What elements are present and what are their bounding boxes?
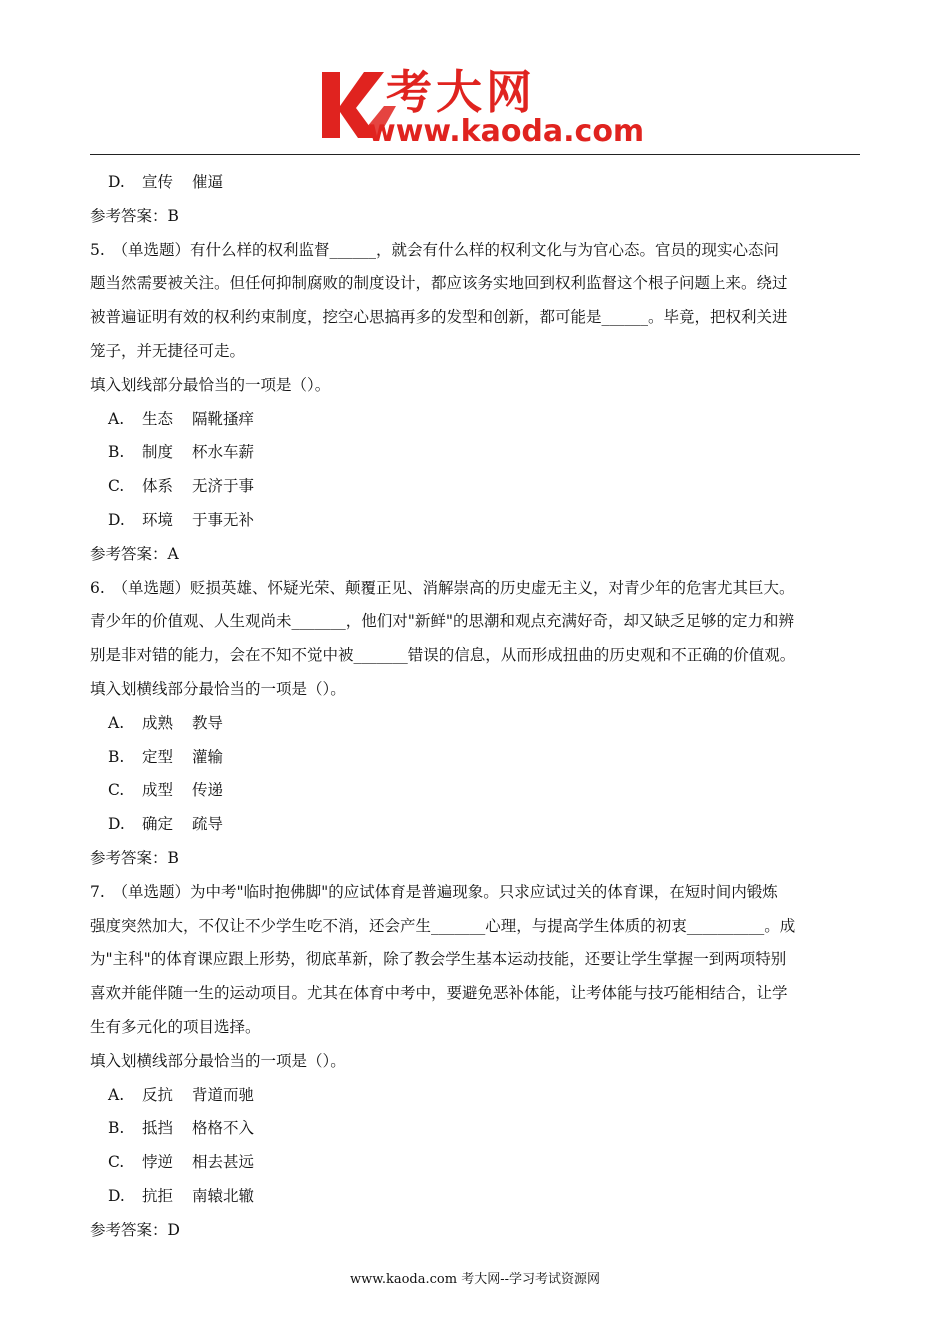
option-word-1: 确定 bbox=[142, 815, 174, 834]
option-word-1: 悖逆 bbox=[142, 1153, 174, 1172]
option-word-1: 制度 bbox=[142, 443, 174, 462]
question-7-text: 喜欢并能伴随一生的运动项目。尤其在体育中考中，要避免恶补体能，让考体能与技巧能相结合，让学 bbox=[90, 984, 788, 1003]
option-line bbox=[90, 774, 860, 808]
option-word-2: 教导 bbox=[192, 713, 224, 732]
option-word-1: 成熟 bbox=[142, 713, 174, 732]
option-word-2: 疏导 bbox=[192, 815, 224, 834]
option-word-2: 背道而驰 bbox=[192, 1085, 255, 1104]
option-letter: C. bbox=[108, 477, 125, 496]
question-7-text: 生有多元化的项目选择。 bbox=[90, 1017, 261, 1036]
question-prompt: 填入划横线部分最恰当的一项是（）。 bbox=[90, 679, 346, 698]
option-line bbox=[90, 1180, 860, 1214]
question-7-text: 7. （单选题）为中考"临时抱佛脚"的应试体育是普遍现象。只求应试过关的体育课，在短时间内锻炼 bbox=[90, 882, 778, 901]
answer-line: 参考答案：B bbox=[90, 848, 179, 867]
question-5-text: 题当然需要被关注。但任何抑制腐败的制度设计，都应该务实地回到权利监督这个根子问题上来。绕过 bbox=[90, 274, 788, 293]
answer-line: 参考答案：D bbox=[90, 1220, 180, 1239]
question-6-text: 青少年的价值观、人生观尚未_______，他们对"新鲜"的思潮和观点充满好奇，却又缺乏足够的定力和辨 bbox=[90, 612, 795, 631]
option-letter: D. bbox=[108, 510, 125, 529]
option-letter: C. bbox=[108, 1153, 125, 1172]
header-divider bbox=[90, 154, 860, 155]
page-footer: www.kaoda.com 考大网--学习考试资源网 bbox=[350, 1272, 600, 1287]
question-7-text: 强度突然加大，不仅让不少学生吃不消，还会产生_______心理，与提高学生体质的初衷__________。成 bbox=[90, 916, 796, 935]
option-word-2: 传递 bbox=[192, 781, 224, 800]
option-line bbox=[90, 504, 860, 538]
option-word-2: 相去甚远 bbox=[192, 1153, 255, 1172]
option-letter: B. bbox=[108, 443, 125, 462]
question-prompt: 填入划横线部分最恰当的一项是（）。 bbox=[90, 1051, 346, 1070]
option-word-2: 隔靴搔痒 bbox=[192, 409, 255, 428]
option-word-1: 体系 bbox=[142, 477, 174, 496]
option-word-2: 南辕北辙 bbox=[192, 1186, 255, 1205]
option-line bbox=[90, 436, 860, 470]
option-word-2: 格格不入 bbox=[192, 1119, 255, 1138]
option-word-1: 反抗 bbox=[142, 1085, 174, 1104]
option-letter: D. bbox=[108, 815, 125, 834]
question-5-text: 被普遍证明有效的权利约束制度，挖空心思搞再多的发型和创新，都可能是______。毕竟，把权利关进 bbox=[90, 308, 788, 327]
option-line bbox=[90, 1079, 860, 1113]
option-letter: A. bbox=[108, 713, 125, 732]
option-word-1: 抗拒 bbox=[142, 1186, 174, 1205]
option-word-1: 定型 bbox=[142, 747, 174, 766]
option-letter: B. bbox=[108, 747, 125, 766]
option-line bbox=[90, 166, 860, 200]
option-letter: D. bbox=[108, 1186, 125, 1205]
option-word-1: 环境 bbox=[142, 510, 174, 529]
option-line bbox=[90, 1112, 860, 1146]
question-prompt: 填入划线部分最恰当的一项是（）。 bbox=[90, 375, 331, 394]
logo-url-text: www.kaoda.com bbox=[368, 114, 645, 149]
option-word-1: 成型 bbox=[142, 781, 174, 800]
option-line bbox=[90, 470, 860, 504]
question-5-text: 笼子，并无捷径可走。 bbox=[90, 341, 246, 360]
option-letter: D. bbox=[108, 173, 125, 191]
option-line bbox=[90, 1146, 860, 1180]
logo-brand-text: 考大网 bbox=[386, 65, 536, 119]
option-line bbox=[90, 808, 860, 842]
option-word-1: 抵挡 bbox=[142, 1119, 174, 1138]
question-7-text: 为"主科"的体育课应跟上形势，彻底革新，除了教会学生基本运动技能，还要让学生掌握一到两项特别 bbox=[90, 950, 787, 969]
option-word-2: 催逼 bbox=[192, 173, 224, 191]
document-body bbox=[90, 166, 860, 1248]
question-6-text: 别是非对错的能力，会在不知不觉中被_______错误的信息，从而形成扭曲的历史观和不正确的价值观。 bbox=[90, 646, 796, 665]
option-word-1: 宣传 bbox=[142, 173, 174, 191]
option-letter: A. bbox=[108, 409, 125, 428]
option-line bbox=[90, 707, 860, 741]
kaoda-logo bbox=[318, 65, 645, 149]
option-line bbox=[90, 403, 860, 437]
answer-line: 参考答案：A bbox=[90, 544, 179, 563]
answer-line: 参考答案：B bbox=[90, 206, 179, 225]
option-word-1: 生态 bbox=[142, 409, 174, 428]
option-word-2: 无济于事 bbox=[192, 477, 255, 496]
option-line bbox=[90, 741, 860, 775]
option-word-2: 杯水车薪 bbox=[192, 443, 255, 462]
option-letter: B. bbox=[108, 1119, 125, 1138]
question-5-text: 5. （单选题）有什么样的权利监督______，就会有什么样的权利文化与为官心态。官员的现实心态问 bbox=[90, 240, 780, 259]
option-word-2: 灌输 bbox=[192, 747, 224, 766]
question-6-text: 6. （单选题）贬损英雄、怀疑光荣、颠覆正见、消解崇高的历史虚无主义，对青少年的危害尤其巨大。 bbox=[90, 578, 795, 597]
option-letter: A. bbox=[108, 1085, 125, 1104]
option-letter: C. bbox=[108, 781, 125, 800]
option-word-2: 于事无补 bbox=[192, 510, 255, 529]
